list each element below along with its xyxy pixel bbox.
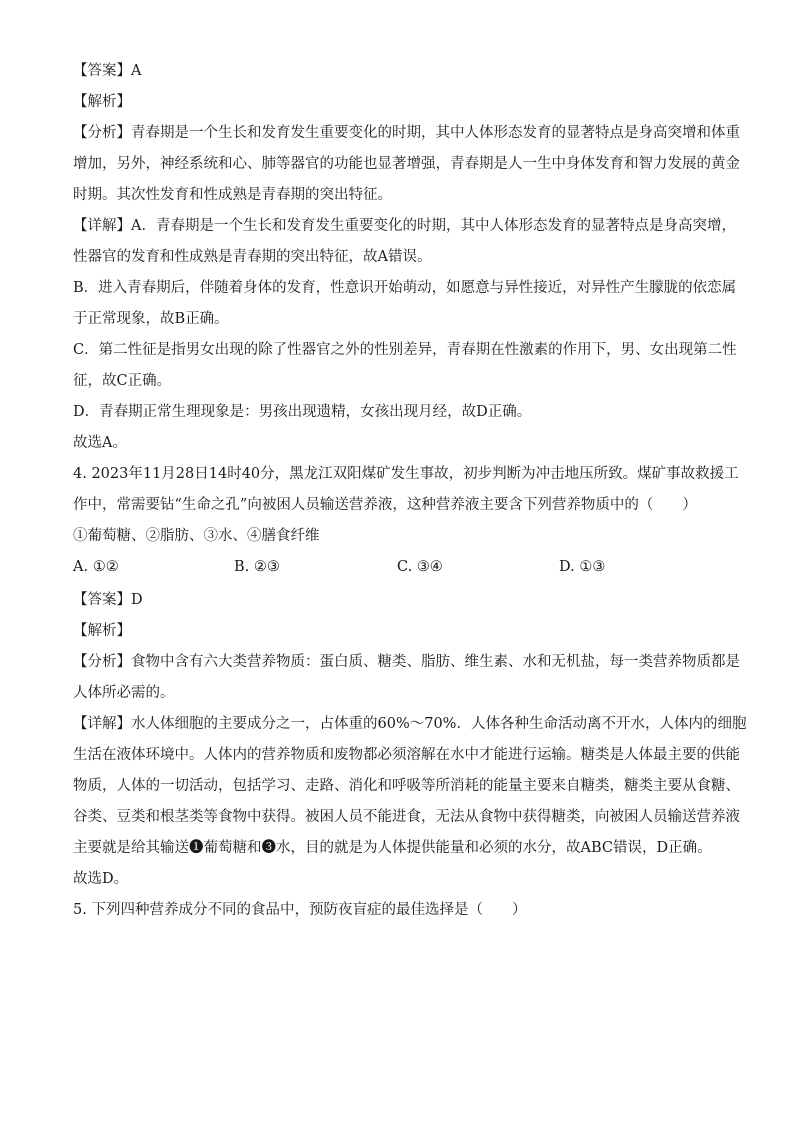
- question-4-items: ①葡萄糖、②脂肪、③水、④膳食纤维: [73, 528, 320, 544]
- analysis-label-2: 【解析】: [73, 623, 131, 639]
- question-5-line: 5. 下列四种营养成分不同的食品中，预防夜盲症的最佳选择是（ ）: [73, 902, 527, 918]
- analysis-line: 增加，另外，神经系统和心、肺等器官的功能也显著增强，青春期是人一生中身体发育和智力发展的黄金: [73, 156, 740, 172]
- answer-label-1: 【答案】A: [73, 63, 142, 79]
- detail-line: 于正常现象，故B正确。: [73, 311, 229, 327]
- detail-line: 【详解】水人体细胞的主要成分之一，占体重的60%～70%．人体各种生命活动离不开水，人体内的细胞: [73, 716, 747, 732]
- detail-line: 性器官的发育和性成熟是青春期的突出特征，故A错误。: [73, 249, 432, 265]
- detail-line: 生活在液体环境中。人体内的营养物质和废物都必须溶解在水中才能进行运输。糖类是人体最主要的供能: [73, 747, 740, 763]
- option-c: C. ③④: [397, 559, 443, 575]
- conclusion-line: 故选A。: [73, 435, 127, 451]
- detail-line: 谷类、豆类和根茎类等食物中获得。被困人员不能进食，无法从食物中获得糖类，向被困人员输送营养液: [73, 809, 740, 825]
- analysis-line: 【分析】食物中含有六大类营养物质：蛋白质、糖类、脂肪、维生素、水和无机盐，每一类营养物质都是: [73, 654, 740, 670]
- analysis-label-1: 【解析】: [73, 94, 131, 110]
- detail-line: 物质，人体的一切活动，包括学习、走路、消化和呼吸等所消耗的能量主要来自糖类，糖类主要从食糖、: [73, 778, 740, 794]
- detail-line: 【详解】A．青春期是一个生长和发育发生重要变化的时期，其中人体形态发育的显著特点是身高突增，: [73, 218, 736, 234]
- conclusion-line: 故选D。: [73, 871, 129, 887]
- detail-line: B．进入青春期后，伴随着身体的发育，性意识开始萌动，如愿意与异性接近，对异性产生朦胧的依恋属: [73, 280, 737, 296]
- question-4-line: 作中，常需要钻“生命之孔”向被困人员输送营养液，这种营养液主要含下列营养物质中的（ ）: [73, 497, 697, 513]
- option-d: D. ①③: [559, 559, 606, 575]
- question-4-line: 4. 2023年11月28日14时40分，黑龙江双阳煤矿发生事故，初步判断为冲击地压所致。煤矿事故救援工: [73, 466, 739, 482]
- detail-line: 征，故C正确。: [73, 373, 172, 389]
- detail-line: D．青春期正常生理现象是：男孩出现遗精，女孩出现月经，故D正确。: [73, 404, 532, 420]
- detail-line: C．第二性征是指男女出现的除了性器官之外的性别差异，青春期在性激素的作用下，男、女出现第二性: [73, 342, 737, 358]
- analysis-line: 【分析】青春期是一个生长和发育发生重要变化的时期，其中人体形态发育的显著特点是身高突增和体重: [73, 125, 740, 141]
- analysis-line: 人体所必需的。: [73, 685, 175, 701]
- option-a: A. ①②: [73, 559, 119, 575]
- analysis-line: 时期。其次性发育和性成熟是青春期的突出特征。: [73, 187, 392, 203]
- option-b: B. ②③: [234, 559, 280, 575]
- detail-line: 主要就是给其输送❶葡萄糖和❸水，目的就是为人体提供能量和必须的水分，故ABC错误，D正确。: [73, 840, 712, 856]
- answer-label-2: 【答案】D: [73, 592, 143, 608]
